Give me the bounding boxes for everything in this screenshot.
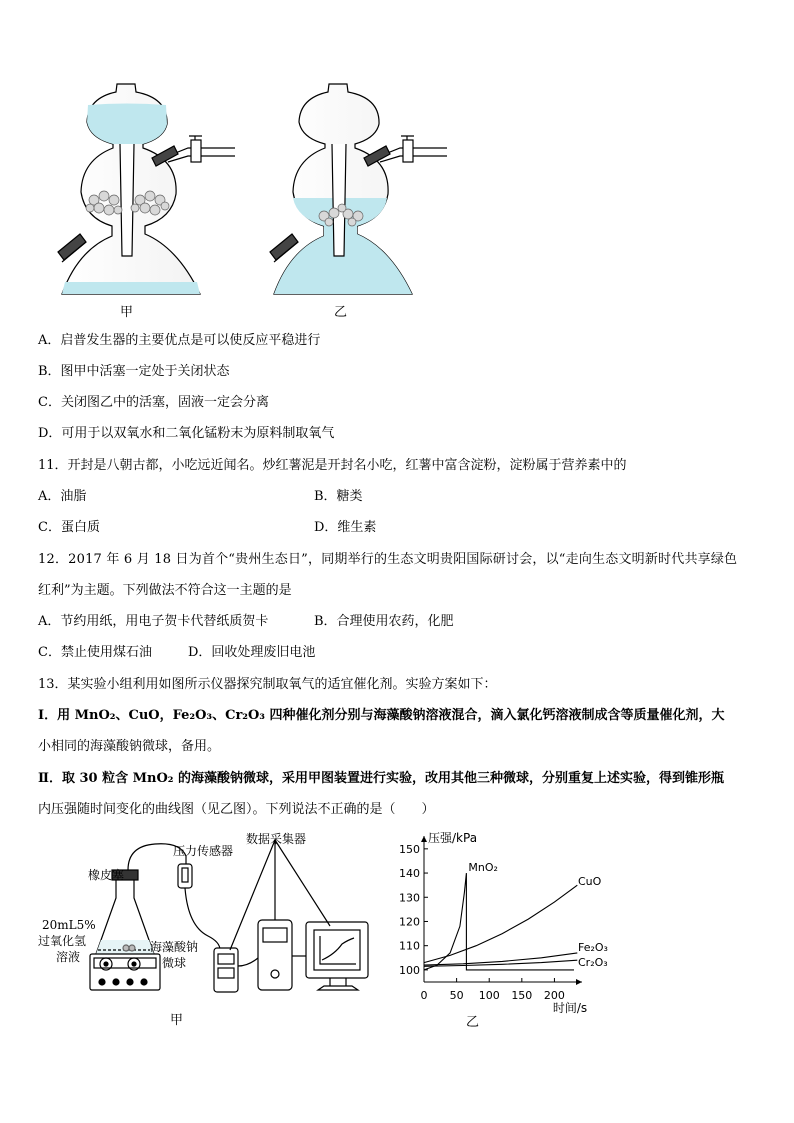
series-label-2: Fe₂O₃: [578, 940, 608, 954]
q13-stem: 13．某实验小组利用如图所示仪器探究制取氧气的适宜催化剂。实验方案如下：: [38, 677, 497, 692]
x-tick-label: 150: [511, 989, 533, 1002]
q12-option-b: B．合理使用农药，化肥: [314, 614, 454, 629]
x-tick-label: 50: [449, 989, 464, 1002]
series-label-0: MnO₂: [468, 861, 498, 875]
q11-stem: 11．开封是八朝古都，小吃远近闻名。炒红薯泥是开封名小吃，红薯中富含淀粉，淀粉属于营养素中的: [38, 458, 627, 473]
kipp-right: [270, 84, 447, 294]
x-axis-arrow: [576, 979, 582, 985]
kipp-right-caption: 乙: [334, 305, 348, 320]
label-pressure-sensor: 压力传感器: [173, 844, 234, 858]
label-solution-line3: 溶液: [56, 950, 81, 964]
y-tick-label: 120: [399, 915, 420, 929]
x-axis-label: 时间/s: [552, 1001, 588, 1015]
q13-step2-line2: 内压强随时间变化的曲线图（见乙图）。下列说法不正确的是（ ）: [38, 802, 435, 817]
x-tick-label: 100: [478, 989, 500, 1002]
q12-stem-line2: 红利”为主题。下列做法不符合这一主题的是: [38, 583, 292, 598]
kipp-left-caption: 甲: [120, 305, 134, 320]
q13-step2-line1: Ⅱ．取 30 粒含 MnO₂ 的海藻酸钠微球，采用甲图装置进行实验，改用其他三种微球，分别重复上述实验，得到锥形瓶: [38, 771, 725, 786]
y-tick-label: 110: [399, 939, 420, 953]
q11-option-a: A．油脂: [38, 489, 87, 504]
q10-option-b: B．图甲中活塞一定处于关闭状态: [38, 364, 230, 379]
series-line-0: [424, 873, 574, 970]
label-data-collector: 数据采集器: [246, 832, 307, 846]
q12-option-c: C．禁止使用煤石油: [38, 645, 152, 660]
label-solution-line2: 过氧化氢: [38, 934, 87, 948]
chart-caption: 乙: [466, 1015, 480, 1030]
kipp-left: [58, 84, 235, 294]
q10-option-a: A．启普发生器的主要优点是可以使反应平稳进行: [38, 333, 321, 348]
q10-option-d: D．可用于以双氧水和二氧化锰粉末为原料制取氧气: [38, 426, 335, 441]
q12-option-a: A．节约用纸，用电子贺卡代替纸质贺卡: [38, 614, 269, 629]
q12-option-d: D．回收处理废旧电池: [188, 645, 316, 660]
kipp-generator-figure: [50, 76, 450, 326]
series-label-1: CuO: [578, 875, 602, 889]
q10-option-c: C．关闭图乙中的活塞，固液一定会分离: [38, 395, 269, 410]
label-beads-line1: 海藻酸钠: [150, 940, 199, 954]
label-beads-line2: 微球: [162, 956, 187, 970]
y-tick-label: 150: [399, 842, 420, 856]
y-axis-label: 压强/kPa: [428, 831, 478, 845]
series-label-3: Cr₂O₃: [578, 956, 608, 970]
series-line-2: [424, 953, 577, 965]
y-tick-label: 100: [399, 963, 420, 977]
series-line-1: [424, 885, 577, 962]
pressure-time-chart: [390, 826, 608, 1016]
y-tick-label: 140: [399, 867, 420, 881]
q13-step1-line2: 小相同的海藻酸钠微球，备用。: [38, 739, 221, 754]
q11-option-d: D．维生素: [314, 520, 377, 535]
label-rubber-stopper: 橡皮塞: [88, 868, 125, 882]
q12-stem-line1: 12．2017 年 6 月 18 日为首个“贵州生态日”，同期举行的生态文明贵阳国际研讨会，以“走向生态文明新时代共享绿色: [38, 552, 738, 567]
label-solution-line1: 20mL5%: [42, 918, 96, 932]
x-tick-label: 0: [420, 989, 428, 1002]
x-tick-label: 200: [543, 989, 565, 1002]
q11-option-c: C．蛋白质: [38, 520, 100, 535]
y-tick-label: 130: [399, 891, 420, 905]
q11-option-b: B．糖类: [314, 489, 363, 504]
q13-step1-line1: Ⅰ．用 MnO₂、CuO，Fe₂O₃、Cr₂O₃ 四种催化剂分别与海藻酸钠溶液混合，滴入氯化钙溶液制成含等质量催化剂，大: [38, 708, 725, 723]
y-axis-arrow: [421, 836, 427, 842]
apparatus-caption: 甲: [170, 1013, 184, 1028]
